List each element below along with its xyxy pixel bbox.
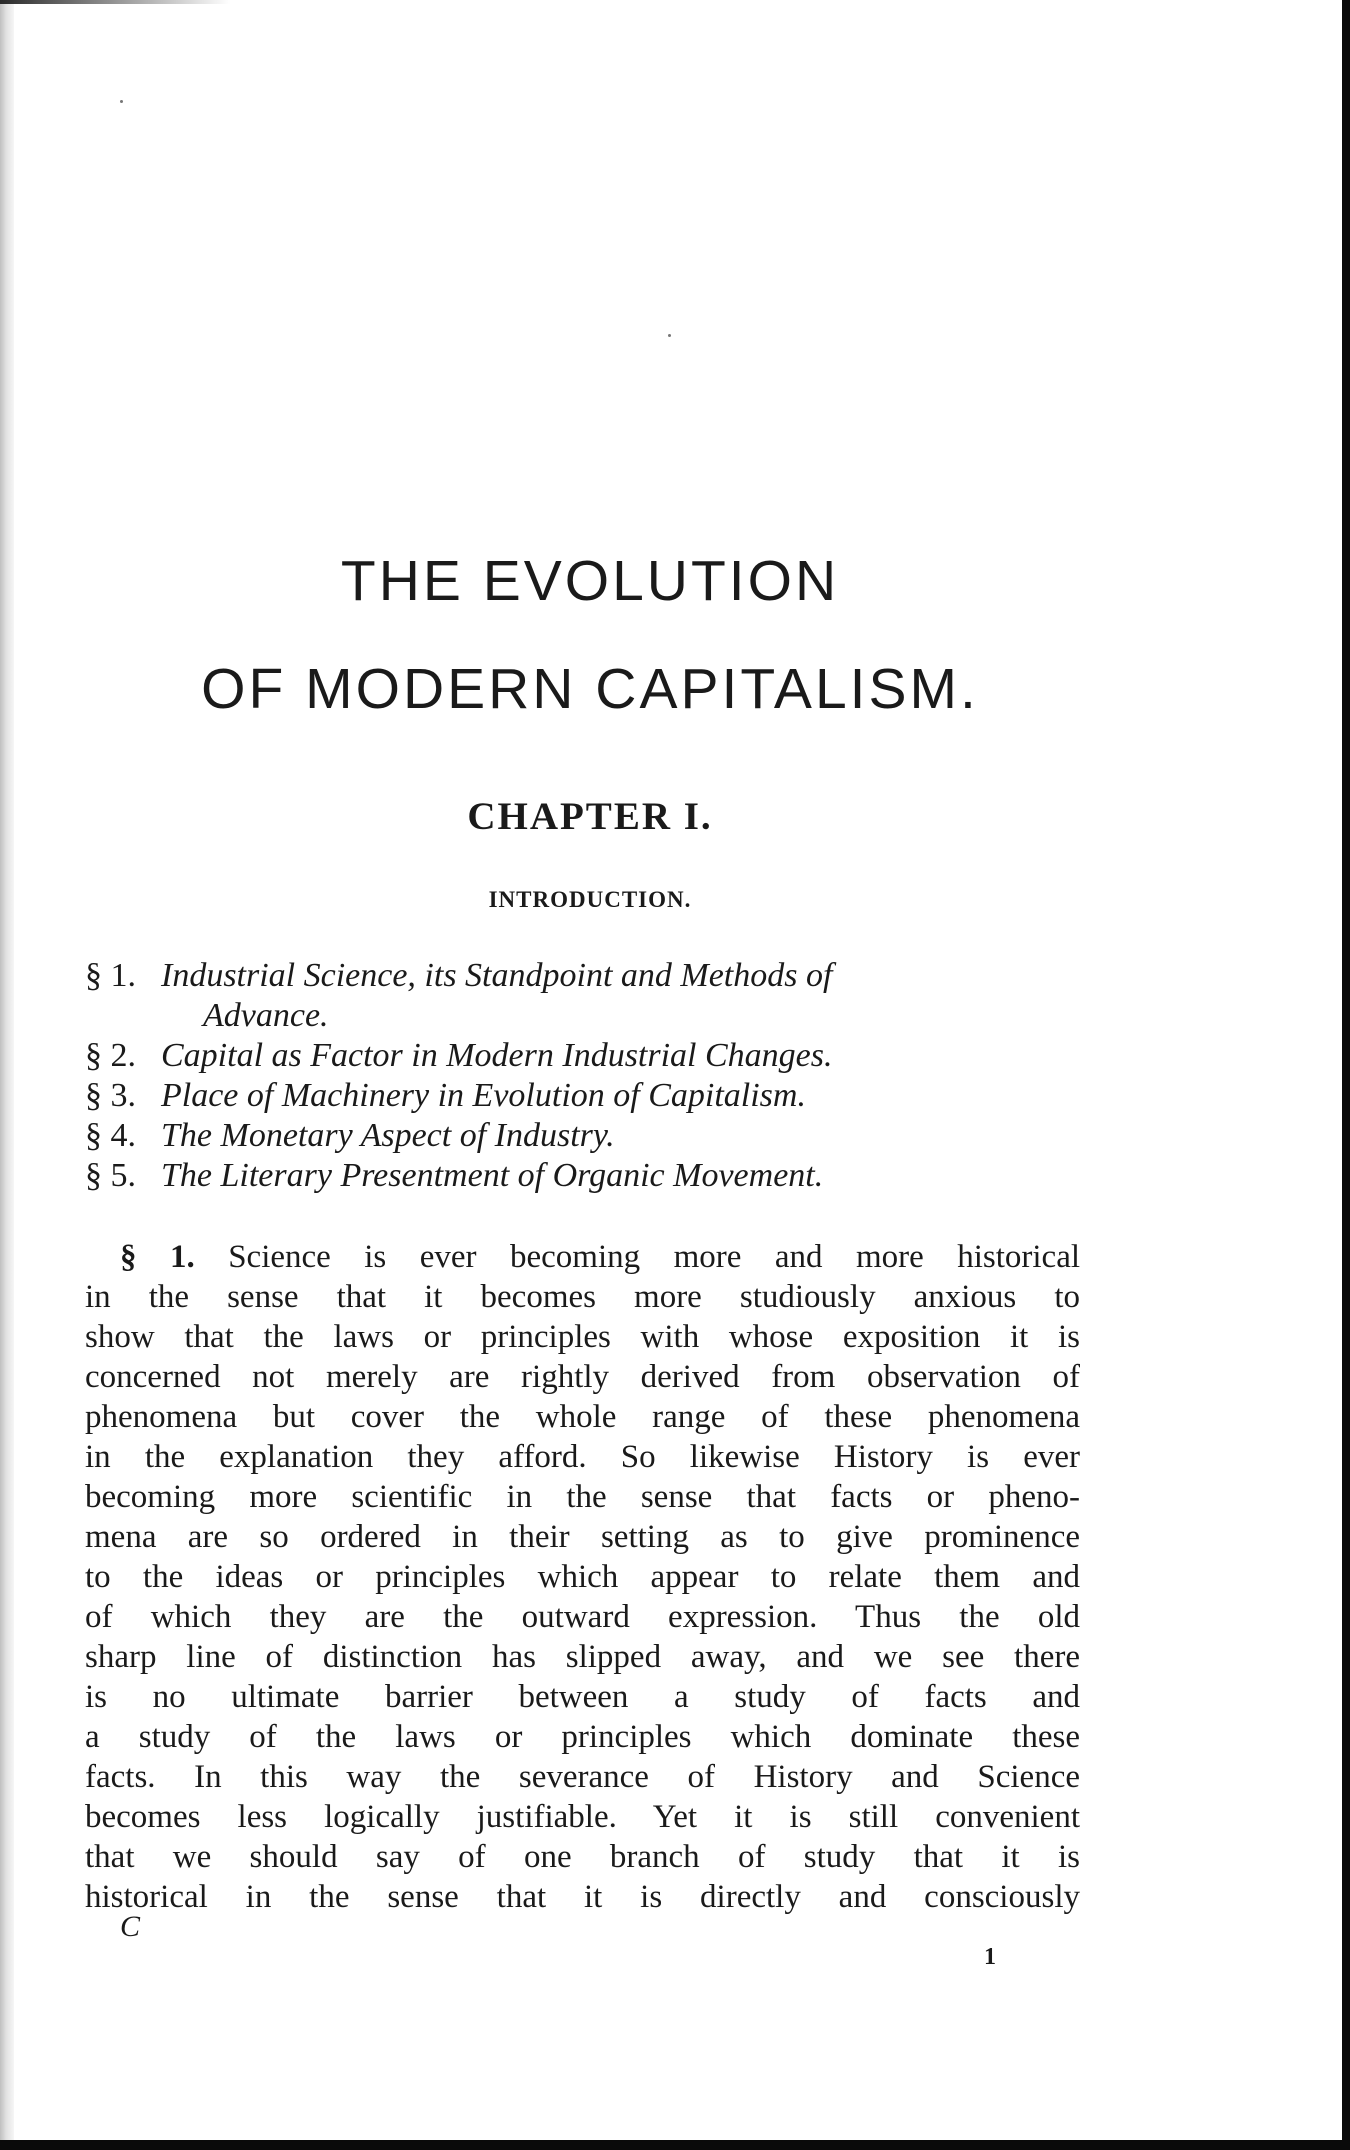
section-marker: § 1. — [120, 1239, 195, 1275]
contents-text: The Monetary Aspect of Industry. — [161, 1117, 615, 1154]
body-line: of which they are the outward expression. Thus the old — [85, 1599, 1080, 1635]
body-line-text: Science is ever becoming more and more historical — [228, 1239, 1081, 1275]
contents-number: § 1. — [85, 957, 136, 994]
contents-number: § 4. — [85, 1117, 136, 1154]
body-line: phenomena but cover the whole range of these phenomena — [85, 1399, 1080, 1435]
contents-item — [85, 1036, 1085, 1076]
contents-item — [85, 1076, 1085, 1116]
contents-continuation: Advance. — [203, 997, 329, 1034]
body-line: mena are so ordered in their setting as to give prominence — [85, 1519, 1080, 1555]
body-line: to the ideas or principles which appear to relate them and — [85, 1559, 1080, 1595]
contents-item — [85, 1116, 1085, 1156]
signature-mark: C — [120, 1910, 141, 1943]
body-line: in the sense that it becomes more studiously anxious to — [85, 1279, 1080, 1315]
body-line: facts. In this way the severance of History and Science — [85, 1759, 1080, 1795]
contents-item — [85, 956, 1085, 996]
chapter-contents-list — [85, 956, 1085, 1196]
body-line: historical in the sense that it is directly and consciously — [85, 1879, 1080, 1915]
body-line: show that the laws or principles with whose exposition it is — [85, 1319, 1080, 1355]
contents-text: The Literary Presentment of Organic Movement. — [161, 1157, 824, 1194]
section-heading: INTRODUCTION. — [488, 887, 692, 912]
contents-item — [85, 1156, 1085, 1196]
book-title-line-2: OF MODERN CAPITALISM. — [201, 657, 979, 721]
body-line: a study of the laws or principles which dominate these — [85, 1719, 1080, 1755]
contents-text: Place of Machinery in Evolution of Capitalism. — [161, 1077, 806, 1114]
body-line: in the explanation they afford. So likewise History is ever — [85, 1439, 1080, 1475]
chapter-heading: CHAPTER I. — [467, 795, 713, 838]
book-title-line-1: THE EVOLUTION — [340, 549, 840, 613]
body-line: becomes less logically justifiable. Yet it is still convenient — [85, 1799, 1080, 1835]
body-line: sharp line of distinction has slipped away, and we see there — [85, 1639, 1080, 1675]
contents-number: § 5. — [85, 1157, 136, 1194]
body-paragraph — [85, 1237, 1080, 1917]
contents-text: Capital as Factor in Modern Industrial Changes. — [161, 1037, 833, 1074]
body-line — [85, 1237, 1080, 1277]
body-line: is no ultimate barrier between a study of facts and — [85, 1679, 1080, 1715]
page-number: 1 — [984, 1944, 996, 1970]
body-line: concerned not merely are rightly derived from observation of — [85, 1359, 1080, 1395]
contents-text: Industrial Science, its Standpoint and Methods of — [161, 957, 833, 994]
body-line: that we should say of one branch of study that it is — [85, 1839, 1080, 1875]
body-line: becoming more scientific in the sense that facts or pheno- — [85, 1479, 1080, 1515]
contents-number: § 2. — [85, 1037, 136, 1074]
contents-number: § 3. — [85, 1077, 136, 1114]
